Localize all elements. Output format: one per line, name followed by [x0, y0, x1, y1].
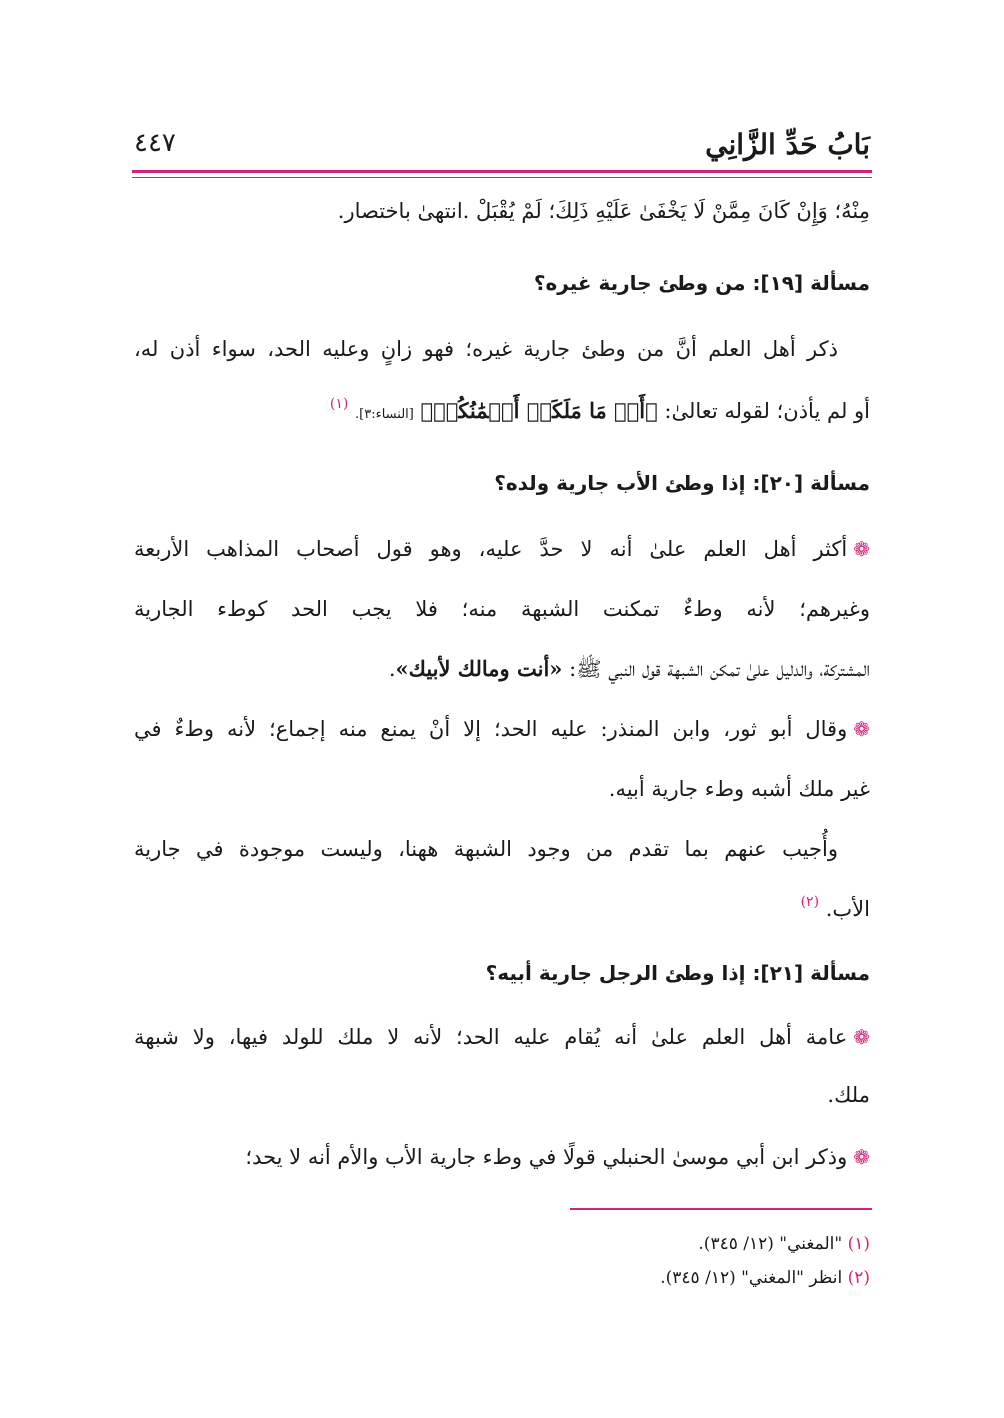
quran-verse: ﴿أَوۡ مَا مَلَكَتۡ أَيۡمَٰنُكُمۡ﴾	[420, 398, 658, 423]
question-20-label: مسألة [٢٠]:	[752, 471, 870, 495]
body-line-p8: وأُجيب عنهم بما تقدم من وجود الشبهة ههنا، وليست موجودة في جارية	[134, 837, 838, 861]
footnote-1	[134, 1232, 870, 1256]
footnote-separator	[570, 1208, 872, 1210]
body-line-p11: ملك.	[827, 1083, 870, 1107]
question-20-text: إذا وطئ الأب جارية ولده؟	[494, 471, 746, 495]
flower-bullet-icon: ❁	[853, 1025, 870, 1049]
flower-bullet-icon: ❁	[853, 717, 870, 741]
p3-text: أكثر أهل العلم علىٰ أنه لا حدَّ عليه، وهو قول أصحاب المذاهب الأربعة	[134, 537, 848, 561]
question-19-heading	[134, 268, 870, 298]
question-21-text: إذا وطئ الرجل جارية أبيه؟	[485, 961, 746, 985]
body-line-p4: وغيرهم؛ لأنه وطءٌ تمكنت الشبهة منه؛ فلا يجب الحد كوطء الجارية	[134, 597, 870, 621]
question-21-heading	[134, 958, 870, 988]
question-19-label: مسألة [١٩]:	[752, 271, 870, 295]
p9-text: الأب.	[825, 897, 870, 921]
footnote-ref-1[interactable]: (١)	[329, 396, 349, 412]
question-21-label: مسألة [٢١]:	[752, 961, 870, 985]
p12-text: وذكر ابن أبي موسىٰ الحنبلي قولًا في وطء جارية الأب والأم أنه لا يحد؛	[245, 1145, 848, 1169]
p10-text: عامة أهل العلم علىٰ أنه يُقام عليه الحد؛ لأنه لا ملك للولد فيها، ولا شبهة	[134, 1025, 848, 1049]
body-line-p9	[134, 894, 870, 927]
header-rule-thick	[132, 170, 872, 173]
p6-text: وقال أبو ثور، وابن المنذر: عليه الحد؛ إلا أنْ يمنع منه إجماع؛ لأنه وطءٌ في	[134, 717, 848, 741]
footnote-2	[134, 1266, 870, 1290]
footnote-2-number: (٢)	[847, 1268, 870, 1288]
chapter-title: بَابُ حَدِّ الزَّانِي	[705, 128, 870, 161]
body-line-p2	[134, 396, 870, 430]
body-line-p12	[134, 1142, 870, 1172]
footnote-ref-2[interactable]: (٢)	[800, 894, 820, 910]
body-line-1: مِنْهُ؛ وَإِنْ كَانَ مِمَّنْ لَا يَخْفَىٰ عَلَيْهِ ذَلِكَ؛ لَمْ يُقْبَلْ .انتهىٰ باختصار.	[337, 199, 870, 223]
flower-bullet-icon: ❁	[853, 1145, 870, 1169]
body-line-p10	[134, 1022, 870, 1052]
quran-reference: [النساء:٣].	[355, 407, 414, 422]
flower-bullet-icon: ❁	[853, 537, 870, 561]
p5-text: المشتركة، والدليل علىٰ تمكن الشبهة قول النبي ﷺ:	[569, 657, 870, 681]
footnote-1-number: (١)	[847, 1234, 870, 1254]
hadith-quote: «أنت ومالك لأبيك»	[395, 656, 563, 681]
footnote-2-text: انظر "المغني" (١٢/ ٣٤٥).	[660, 1268, 843, 1288]
p2-text: أو لم يأذن؛ لقوله تعالىٰ:	[664, 399, 870, 423]
body-line-p7: غير ملك أشبه وطء جارية أبيه.	[608, 777, 870, 801]
page-number: ٤٤٧	[134, 128, 176, 158]
body-line-p6	[134, 714, 870, 744]
body-line-p3	[134, 534, 870, 564]
body-line-p5	[134, 654, 870, 684]
footnote-1-text: "المغني" (١٢/ ٣٤٥).	[698, 1234, 843, 1254]
header-rule-thin	[132, 177, 872, 178]
p5-end: .	[388, 657, 396, 681]
question-20-heading	[134, 468, 870, 498]
question-19-text: من وطئ جارية غيره؟	[533, 271, 746, 295]
body-line-p1: ذكر أهل العلم أنَّ من وطئ جارية غيره؛ فهو زانٍ وعليه الحد، سواء أذن له،	[134, 337, 838, 361]
